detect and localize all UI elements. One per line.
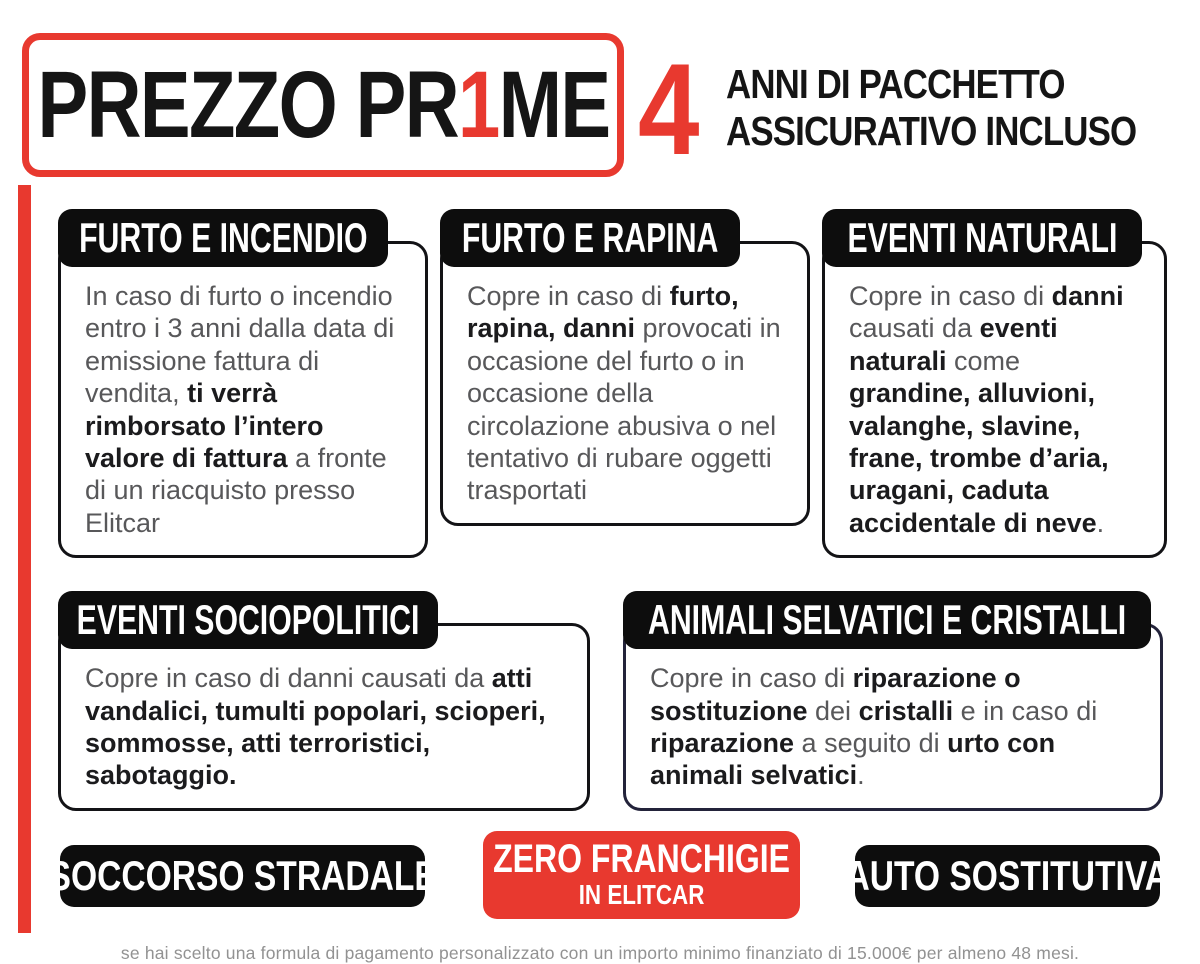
red-accent-line — [18, 185, 31, 933]
card-body — [58, 623, 590, 811]
footnote: se hai scelto una formula di pagamento personalizzato con un importo minimo finanziato di 15.000€ per almeno 48 mesi. — [120, 942, 1080, 963]
card-body — [623, 623, 1163, 811]
card-body — [58, 241, 428, 558]
card-furto-incendio — [58, 209, 428, 558]
badge-soccorso-stradale — [48, 845, 437, 907]
card-body — [822, 241, 1167, 558]
coverage-row-2 — [58, 591, 1200, 811]
card-text: Copre in caso di danni causati da eventi naturali come grandine, alluvioni, valanghe, slavine, frane, trombe d’aria, uragani, caduta accidentale di neve. — [849, 281, 1124, 538]
badge-auto-sostitutiva — [845, 845, 1170, 907]
card-body — [440, 241, 810, 526]
card-title-badge — [58, 591, 438, 649]
card-text: Copre in caso di danni causati da atti vandalici, tumulti popolari, scioperi, sommosse, atti terroristici, sabotaggio. — [85, 663, 546, 791]
subtitle-line-1: ANNI DI PACCHETTO — [726, 61, 1065, 107]
title-red-digit: 1 — [457, 51, 499, 158]
subtitle-line-2: ASSICURATIVO INCLUSO — [726, 108, 1137, 154]
page-title — [37, 51, 609, 160]
coverage-row-1 — [58, 209, 1200, 558]
header-subtitle — [726, 61, 1200, 155]
card-title: EVENTI SOCIOPOLITICI — [76, 596, 420, 644]
header — [22, 33, 1180, 182]
badge-label: SOCCORSO STRADALE — [48, 851, 437, 899]
title-part-left: PREZZO PR — [37, 51, 458, 158]
bottom-badges-row — [0, 831, 1200, 921]
card-title-badge — [440, 209, 740, 267]
badge-label: AUTO SOSTITUTIVA — [845, 851, 1170, 899]
card-title-badge — [822, 209, 1142, 267]
card-title-badge — [623, 591, 1151, 649]
title-part-right: ME — [498, 51, 609, 158]
card-title: ANIMALI SELVATICI E CRISTALLI — [647, 596, 1127, 644]
badge-line-1: ZERO FRANCHIGIE — [493, 837, 790, 882]
card-title: FURTO E RAPINA — [461, 214, 719, 261]
card-text: Copre in caso di riparazione o sostituzione dei cristalli e in caso di riparazione a seguito di urto con animali selvatici. — [650, 663, 1098, 791]
card-title: EVENTI NATURALI — [847, 214, 1117, 261]
card-animali-cristalli — [623, 591, 1163, 811]
title-box — [22, 33, 624, 177]
card-text: Copre in caso di furto, rapina, danni provocati in occasione del furto o in occasione della circolazione abusiva o nel tentativo di rubare oggetti trasportati — [467, 281, 781, 506]
years-number: 4 — [638, 36, 700, 182]
badge-zero-franchigie — [483, 831, 800, 919]
card-title-badge — [58, 209, 388, 267]
card-eventi-sociopolitici — [58, 591, 590, 811]
card-title: FURTO E INCENDIO — [78, 214, 368, 261]
card-furto-rapina — [440, 209, 810, 558]
card-text: In caso di furto o incendio entro i 3 anni dalla data di emissione fattura di vendita, ti verrà rimborsato l’intero valore di fattura a fronte di un riacquisto presso Elitcar — [85, 281, 395, 538]
badge-line-2: IN ELITCAR — [578, 879, 705, 911]
card-eventi-naturali — [822, 209, 1167, 558]
